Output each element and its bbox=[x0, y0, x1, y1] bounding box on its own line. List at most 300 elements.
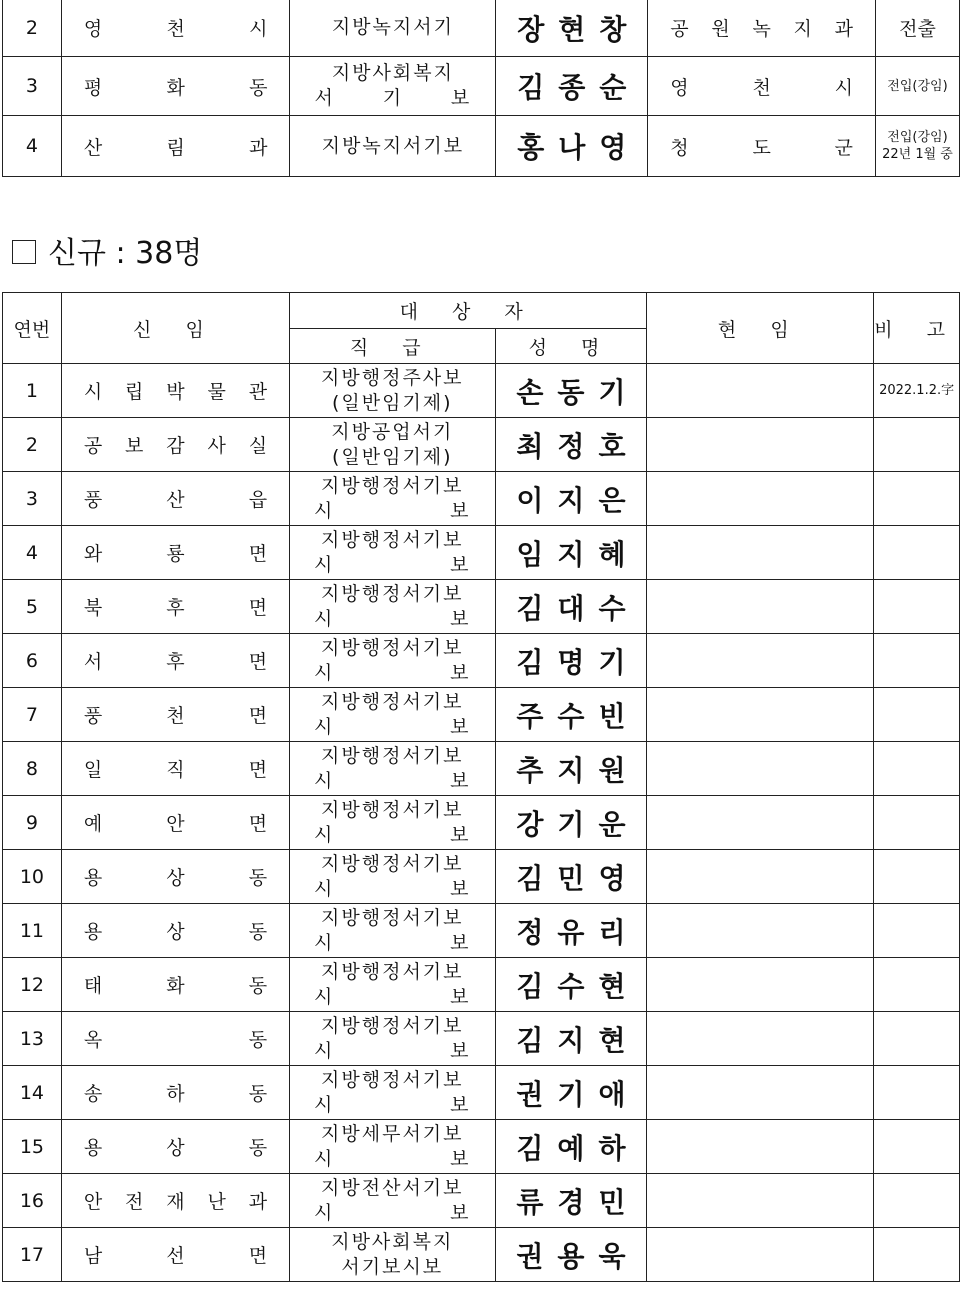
char: 시 bbox=[314, 715, 335, 738]
char: 시 bbox=[314, 553, 335, 576]
current-post-cell bbox=[648, 116, 876, 177]
char: 천 bbox=[752, 76, 771, 99]
char: 물 bbox=[207, 381, 226, 403]
grade-cell bbox=[290, 1120, 495, 1174]
department-cell-text bbox=[62, 917, 289, 944]
char: 보 bbox=[450, 715, 471, 738]
table-row bbox=[3, 472, 960, 526]
grade-line-2 bbox=[290, 877, 494, 902]
char: 면 bbox=[248, 705, 268, 727]
department-cell-text bbox=[62, 14, 290, 41]
person-name: 강기운 bbox=[495, 796, 647, 850]
grade-cell bbox=[290, 634, 495, 688]
person-name: 김명기 bbox=[495, 634, 647, 688]
char: 화 bbox=[166, 76, 185, 99]
person-name: 정유리 bbox=[495, 904, 647, 958]
person-name: 주수빈 bbox=[495, 688, 647, 742]
new-appointment-table bbox=[2, 292, 960, 1282]
person-name: 추지원 bbox=[495, 742, 647, 796]
department-cell bbox=[61, 796, 289, 850]
row-number: 13 bbox=[3, 1012, 62, 1066]
note-cell bbox=[874, 958, 960, 1012]
char: 전 bbox=[125, 1191, 144, 1213]
person-name: 류경민 bbox=[495, 1174, 647, 1228]
grade-line: (일반임기제) bbox=[331, 445, 453, 468]
char: 시 bbox=[314, 1147, 335, 1170]
char: 용 bbox=[83, 1137, 103, 1159]
row-number: 14 bbox=[3, 1066, 62, 1120]
char: 읍 bbox=[248, 489, 268, 511]
grade-line: (일반임기제) bbox=[331, 391, 453, 414]
note-cell bbox=[874, 904, 960, 958]
row-number: 15 bbox=[3, 1120, 62, 1174]
person-name: 김대수 bbox=[495, 580, 647, 634]
person-name: 권용욱 bbox=[495, 1228, 647, 1282]
grade-line: 지방행정서기보 bbox=[321, 690, 464, 713]
department-cell bbox=[61, 1066, 289, 1120]
department-cell-text bbox=[62, 863, 289, 890]
department-cell-text bbox=[62, 1187, 289, 1214]
char: 시 bbox=[314, 877, 335, 900]
department-cell-text bbox=[62, 701, 289, 728]
row-number: 16 bbox=[3, 1174, 62, 1228]
char: 후 bbox=[166, 651, 185, 673]
person-name: 홍나영 bbox=[496, 116, 648, 177]
current-post-cell bbox=[647, 418, 874, 472]
header-name: 성 명 bbox=[495, 329, 647, 364]
current-post-cell bbox=[648, 0, 876, 57]
department-cell-text bbox=[62, 485, 289, 512]
char: 풍 bbox=[83, 489, 103, 511]
char: 동 bbox=[248, 1137, 268, 1159]
char: 지 bbox=[793, 18, 812, 40]
grade-cell bbox=[290, 1228, 495, 1282]
char: 남 bbox=[83, 1245, 103, 1267]
person-name: 김지현 bbox=[495, 1012, 647, 1066]
grade-cell bbox=[290, 472, 495, 526]
department-cell-text bbox=[62, 1133, 289, 1160]
grade-line: 지방행정서기보 bbox=[321, 852, 464, 875]
table-row bbox=[3, 850, 960, 904]
char: 시 bbox=[83, 381, 103, 403]
char: 시 bbox=[314, 1201, 335, 1224]
char: 과 bbox=[248, 1191, 268, 1213]
grade-cell bbox=[290, 364, 495, 418]
char: 사 bbox=[207, 435, 226, 457]
char: 시 bbox=[314, 823, 335, 846]
char: 보 bbox=[450, 877, 471, 900]
grade-line: 지방공업서기 bbox=[331, 420, 454, 443]
char: 안 bbox=[83, 1191, 103, 1213]
grade-line: 지방행정서기보 bbox=[321, 906, 464, 929]
char: 기 bbox=[382, 87, 404, 109]
char: 난 bbox=[207, 1191, 226, 1213]
grade-line: 지방녹지서기보 bbox=[321, 134, 465, 157]
department-cell bbox=[61, 850, 289, 904]
department-cell bbox=[61, 364, 289, 418]
char: 용 bbox=[83, 921, 103, 943]
table-row bbox=[3, 796, 960, 850]
char: 상 bbox=[166, 867, 185, 889]
grade-line: 지방사회복지 bbox=[331, 1230, 454, 1253]
current-post-cell bbox=[647, 1012, 874, 1066]
grade-cell bbox=[290, 1066, 495, 1120]
grade-cell bbox=[290, 850, 495, 904]
row-number: 2 bbox=[3, 0, 62, 57]
grade-line: 지방행정서기보 bbox=[321, 636, 464, 659]
current-post-cell bbox=[647, 1120, 874, 1174]
department-cell-text bbox=[62, 647, 289, 674]
char: 원 bbox=[711, 18, 730, 40]
department-cell-text bbox=[62, 133, 290, 160]
note-line: 전입(강임) bbox=[887, 78, 948, 94]
char: 면 bbox=[248, 543, 268, 565]
char: 태 bbox=[83, 975, 103, 997]
char: 평 bbox=[83, 76, 103, 99]
grade-line: 지방행정서기보 bbox=[321, 474, 464, 497]
department-cell-text bbox=[62, 971, 289, 998]
row-number: 7 bbox=[3, 688, 62, 742]
char: 동 bbox=[249, 76, 268, 99]
table-row bbox=[3, 418, 960, 472]
char: 면 bbox=[248, 1245, 268, 1267]
department-cell-text bbox=[62, 809, 289, 836]
char: 천 bbox=[166, 18, 185, 40]
char: 용 bbox=[83, 867, 103, 889]
char: 재 bbox=[166, 1191, 185, 1213]
grade-cell bbox=[290, 742, 495, 796]
grade-cell bbox=[290, 0, 496, 57]
char: 풍 bbox=[83, 705, 103, 727]
grade-line: 지방행정주사보 bbox=[321, 366, 464, 389]
department-cell bbox=[61, 1120, 289, 1174]
table-row bbox=[3, 1012, 960, 1066]
department-cell bbox=[61, 634, 289, 688]
char: 보 bbox=[450, 769, 471, 792]
char: 영 bbox=[83, 18, 103, 40]
char: 안 bbox=[166, 813, 185, 835]
note-cell bbox=[875, 57, 959, 116]
table-row bbox=[3, 1120, 960, 1174]
department-cell-text bbox=[62, 431, 289, 458]
person-name: 김종순 bbox=[496, 57, 648, 116]
char: 보 bbox=[450, 499, 471, 522]
char: 공 bbox=[83, 435, 103, 457]
department-cell-text bbox=[62, 1241, 289, 1268]
person-name: 권기애 bbox=[495, 1066, 647, 1120]
row-number: 10 bbox=[3, 850, 62, 904]
note-cell bbox=[874, 688, 960, 742]
char: 군 bbox=[834, 136, 853, 159]
header-new: 신 임 bbox=[61, 293, 289, 364]
grade-cell bbox=[290, 1012, 495, 1066]
department-cell bbox=[61, 1228, 289, 1282]
char: 산 bbox=[166, 489, 185, 511]
char: 선 bbox=[166, 1245, 185, 1267]
char: 보 bbox=[450, 553, 471, 576]
char: 박 bbox=[166, 381, 185, 403]
department-cell bbox=[61, 0, 290, 57]
char: 동 bbox=[248, 1029, 268, 1051]
char: 면 bbox=[248, 813, 268, 835]
current-post-cell bbox=[647, 1228, 874, 1282]
person-name: 최정호 bbox=[495, 418, 647, 472]
department-cell bbox=[61, 116, 290, 177]
table-row bbox=[3, 688, 960, 742]
char: 립 bbox=[125, 381, 144, 403]
char: 시 bbox=[314, 931, 335, 954]
row-number: 12 bbox=[3, 958, 62, 1012]
grade-cell bbox=[290, 116, 496, 177]
current-post-cell bbox=[647, 904, 874, 958]
char: 보 bbox=[125, 435, 144, 457]
current-post-cell bbox=[647, 526, 874, 580]
row-number: 9 bbox=[3, 796, 62, 850]
note-cell bbox=[875, 116, 959, 177]
transfer-table bbox=[2, 0, 960, 177]
note-cell bbox=[874, 526, 960, 580]
row-number: 3 bbox=[3, 472, 62, 526]
char: 영 bbox=[670, 76, 689, 99]
grade-line: 지방행정서기보 bbox=[321, 744, 464, 767]
char: 보 bbox=[450, 607, 471, 630]
department-cell bbox=[61, 742, 289, 796]
row-number: 4 bbox=[3, 526, 62, 580]
char: 과 bbox=[834, 18, 853, 40]
char: 시 bbox=[314, 661, 335, 684]
char: 시 bbox=[314, 607, 335, 630]
table-row bbox=[3, 1228, 960, 1282]
char: 시 bbox=[834, 76, 853, 99]
person-name: 임지혜 bbox=[495, 526, 647, 580]
char: 동 bbox=[248, 867, 268, 889]
char: 화 bbox=[166, 975, 185, 997]
table-row bbox=[3, 116, 960, 177]
grade-line-2 bbox=[290, 607, 494, 632]
grade-line-2 bbox=[290, 499, 494, 524]
char: 시 bbox=[314, 985, 335, 1008]
char: 보 bbox=[450, 823, 471, 846]
char: 예 bbox=[83, 813, 103, 835]
table-row bbox=[3, 1174, 960, 1228]
char: 보 bbox=[450, 1093, 471, 1116]
char: 실 bbox=[248, 435, 268, 457]
current-post-cell bbox=[647, 688, 874, 742]
char: 시 bbox=[249, 18, 268, 40]
header-target: 대 상 자 bbox=[290, 293, 647, 329]
char: 보 bbox=[450, 931, 471, 954]
grade-line: 지방행정서기보 bbox=[321, 528, 464, 551]
note-cell bbox=[874, 850, 960, 904]
char: 도 bbox=[752, 136, 771, 159]
char: 송 bbox=[83, 1083, 103, 1105]
header-note: 비 고 bbox=[874, 293, 960, 364]
section-heading bbox=[12, 228, 202, 272]
grade-cell bbox=[290, 958, 495, 1012]
note-cell bbox=[874, 418, 960, 472]
char: 관 bbox=[248, 381, 268, 403]
grade-line: 서기보시보 bbox=[341, 1255, 444, 1278]
current-post-cell bbox=[647, 1174, 874, 1228]
row-number: 1 bbox=[3, 364, 62, 418]
grade-line: 지방사회복지 bbox=[331, 62, 454, 84]
char: 감 bbox=[166, 435, 185, 457]
current-post-cell bbox=[647, 796, 874, 850]
department-cell bbox=[61, 1174, 289, 1228]
note-cell bbox=[874, 472, 960, 526]
grade-line-2 bbox=[290, 715, 494, 740]
grade-cell bbox=[290, 526, 495, 580]
grade-cell bbox=[290, 1174, 495, 1228]
current-post-cell-text bbox=[648, 133, 875, 160]
department-cell bbox=[61, 418, 289, 472]
grade-line: 지방녹지서기 bbox=[331, 16, 454, 38]
char: 보 bbox=[450, 985, 471, 1008]
char: 산 bbox=[83, 136, 103, 159]
grade-line-2 bbox=[290, 931, 494, 956]
char: 녹 bbox=[752, 18, 771, 40]
table-row bbox=[3, 958, 960, 1012]
current-post-cell bbox=[648, 57, 876, 116]
note-cell bbox=[874, 1228, 960, 1282]
char: 시 bbox=[314, 499, 335, 522]
char: 서 bbox=[314, 87, 335, 109]
grade-line: 지방전산서기보 bbox=[321, 1176, 464, 1199]
header-grade: 직 급 bbox=[290, 329, 495, 364]
table-row bbox=[3, 904, 960, 958]
table-row bbox=[3, 0, 960, 57]
grade-line: 지방행정서기보 bbox=[321, 582, 464, 605]
note-line: 22년 1월 중 bbox=[882, 147, 953, 162]
note-cell bbox=[874, 1120, 960, 1174]
note-cell bbox=[874, 1066, 960, 1120]
current-post-cell bbox=[647, 742, 874, 796]
person-name: 김예하 bbox=[495, 1120, 647, 1174]
row-number: 8 bbox=[3, 742, 62, 796]
char: 일 bbox=[83, 759, 103, 781]
department-cell bbox=[61, 580, 289, 634]
table-row bbox=[3, 634, 960, 688]
department-cell bbox=[61, 472, 289, 526]
table-row bbox=[3, 742, 960, 796]
person-name: 김수현 bbox=[495, 958, 647, 1012]
char: 보 bbox=[450, 1201, 471, 1224]
current-post-cell bbox=[647, 364, 874, 418]
current-post-cell bbox=[647, 634, 874, 688]
char: 시 bbox=[314, 769, 335, 792]
char: 서 bbox=[83, 651, 103, 673]
person-name: 김민영 bbox=[495, 850, 647, 904]
current-post-cell bbox=[647, 850, 874, 904]
row-number: 11 bbox=[3, 904, 62, 958]
checkbox-square-icon bbox=[12, 240, 36, 264]
grade-line-2 bbox=[290, 1147, 494, 1172]
current-post-cell bbox=[647, 958, 874, 1012]
char: 보 bbox=[450, 1039, 471, 1062]
row-number: 3 bbox=[3, 57, 62, 116]
row-number: 6 bbox=[3, 634, 62, 688]
department-cell bbox=[61, 958, 289, 1012]
note-cell bbox=[874, 796, 960, 850]
header-no: 연번 bbox=[3, 293, 62, 364]
char: 동 bbox=[248, 921, 268, 943]
note-line: 전입(강임) bbox=[887, 130, 948, 145]
grade-cell bbox=[290, 580, 495, 634]
department-cell-text bbox=[62, 593, 289, 620]
current-post-cell bbox=[647, 580, 874, 634]
note-cell bbox=[874, 1174, 960, 1228]
department-cell bbox=[61, 526, 289, 580]
grade-line-2 bbox=[290, 985, 494, 1010]
grade-line-2 bbox=[290, 1093, 494, 1118]
department-cell-text bbox=[62, 1025, 289, 1052]
row-number: 5 bbox=[3, 580, 62, 634]
grade-cell bbox=[290, 57, 496, 116]
grade-cell bbox=[290, 904, 495, 958]
table-row bbox=[3, 364, 960, 418]
grade-cell bbox=[290, 796, 495, 850]
char: 와 bbox=[83, 543, 103, 565]
person-name: 손동기 bbox=[495, 364, 647, 418]
grade-line-2 bbox=[290, 823, 494, 848]
char: 상 bbox=[166, 921, 185, 943]
note-line: 전출 bbox=[899, 18, 936, 40]
grade-cell bbox=[290, 418, 495, 472]
char: 후 bbox=[166, 597, 185, 619]
department-cell-text bbox=[62, 539, 289, 566]
char: 북 bbox=[83, 597, 103, 619]
char: 보 bbox=[450, 661, 471, 684]
current-post-cell-text bbox=[648, 14, 875, 41]
table-row bbox=[3, 57, 960, 116]
department-cell bbox=[61, 688, 289, 742]
header-current: 현 임 bbox=[647, 293, 874, 364]
char: 시 bbox=[314, 1093, 335, 1116]
char: 동 bbox=[248, 1083, 268, 1105]
department-cell bbox=[61, 904, 289, 958]
note-cell: 2022.1.2.字 bbox=[874, 364, 960, 418]
grade-line-2 bbox=[290, 1039, 494, 1064]
char: 상 bbox=[166, 1137, 185, 1159]
char: 보 bbox=[450, 87, 472, 109]
note-cell bbox=[875, 0, 959, 57]
note-cell bbox=[874, 634, 960, 688]
department-cell-text bbox=[62, 1079, 289, 1106]
char: 면 bbox=[248, 759, 268, 781]
char: 룡 bbox=[166, 543, 185, 565]
grade-line-2 bbox=[290, 553, 494, 578]
section-title: 신규 : 38명 bbox=[48, 236, 203, 271]
char: 림 bbox=[166, 136, 185, 159]
grade-line-2 bbox=[290, 769, 494, 794]
department-cell-text bbox=[62, 755, 289, 782]
grade-line-2 bbox=[290, 86, 495, 111]
table-row bbox=[3, 580, 960, 634]
char: 면 bbox=[248, 651, 268, 673]
char: 보 bbox=[450, 1147, 471, 1170]
char: 면 bbox=[248, 597, 268, 619]
department-cell bbox=[61, 57, 290, 116]
char: 과 bbox=[249, 136, 268, 159]
department-cell-text bbox=[62, 377, 289, 404]
grade-line: 지방행정서기보 bbox=[321, 1014, 464, 1037]
table-row bbox=[3, 1066, 960, 1120]
char: 시 bbox=[314, 1039, 335, 1062]
current-post-cell-text bbox=[648, 73, 875, 100]
row-number: 4 bbox=[3, 116, 62, 177]
current-post-cell bbox=[647, 472, 874, 526]
char: 하 bbox=[166, 1083, 185, 1105]
